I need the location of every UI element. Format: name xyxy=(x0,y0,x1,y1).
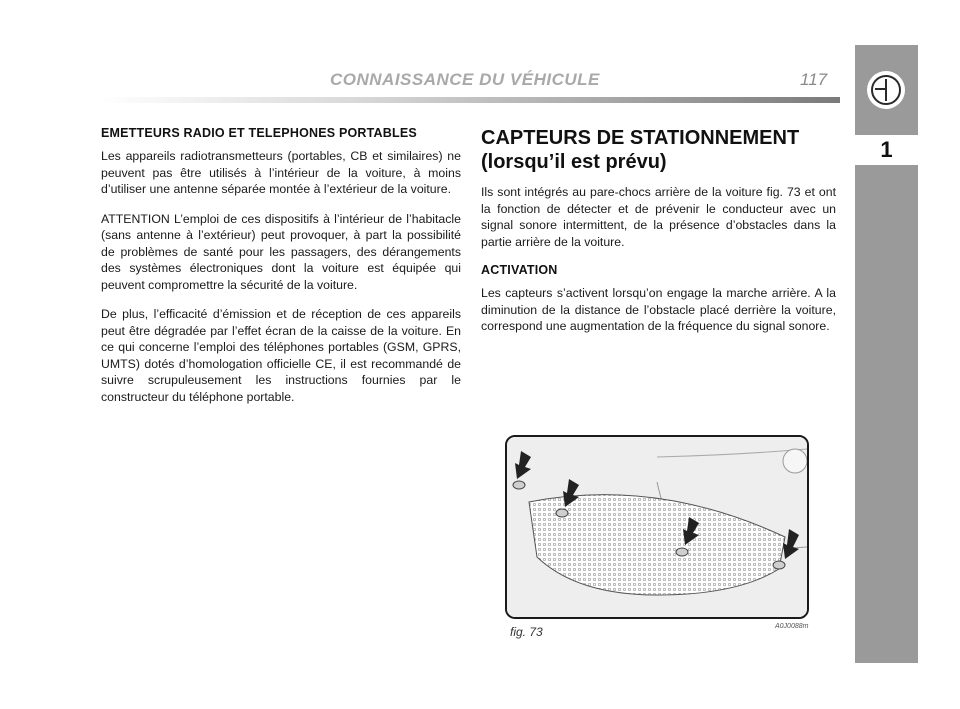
figure-code: A0J0088m xyxy=(775,623,809,630)
parking-sensors-heading xyxy=(481,126,836,174)
sensor-1 xyxy=(513,481,525,489)
sensor-3 xyxy=(676,548,688,556)
right-column xyxy=(481,126,836,348)
activation-paragraph: Les capteurs s’activent lorsqu’on engage la marche arrière. A la diminution de la distance de l’obstacle placé derrière la voiture, correspond une augmentation de la fréquence du signal sonore. xyxy=(481,286,836,333)
running-header-title: CONNAISSANCE DU VÉHICULE xyxy=(330,70,600,89)
chapter-number: 1 xyxy=(855,135,918,165)
bumper-illustration xyxy=(507,437,807,617)
sensor-2 xyxy=(556,509,568,517)
parking-sensors-heading-line2: (lorsqu’il est prévu) xyxy=(481,151,667,173)
parking-sensors-intro: Ils sont intégrés au pare-chocs arrière de la voiture fig. 73 et ont la fonction de détecter et de prévenir le conducteur avec un signal sonore intermittent, de la présence d’obstacles dans la partie arrière de la voiture. xyxy=(481,185,836,249)
page-number: 117 xyxy=(800,70,828,89)
sensor-4 xyxy=(773,561,785,569)
brand-logo-icon xyxy=(867,71,905,109)
figure-caption: fig. 73 xyxy=(510,625,543,639)
radio-section-heading: EMETTEURS RADIO ET TELEPHONES PORTABLES xyxy=(101,126,417,140)
bumper-sensors-figure xyxy=(505,435,809,619)
radio-paragraph-1: Les appareils radiotransmetteurs (portables, CB et similaires) ne peuvent pas être utilisés à l’intérieur de la voiture, à moins d’utiliser une antenne séparée montée à l’extérieur de la voiture. xyxy=(101,149,461,196)
light-circle xyxy=(783,449,807,473)
radio-paragraph-2: ATTENTION L’emploi de ces dispositifs à l’intérieur de l’habitacle (sans antenne à l’extérieur) peut provoquer, à part la possibilité de problèmes de santé pour les passagers, des dérangements des systèmes électroniques dont la voiture est équipée qui peuvent compromettre la sécurité de la voiture. xyxy=(101,211,461,292)
activation-heading: ACTIVATION xyxy=(481,263,558,277)
logo-emblem xyxy=(871,75,901,105)
parking-sensors-heading-line1: CAPTEURS DE STATIONNEMENT xyxy=(481,127,800,149)
radio-paragraph-3: De plus, l’efficacité d’émission et de réception de ces appareils peut être dégradée par l’effet écran de la caisse de la voiture. En ce qui concerne l’emploi des téléphones portables (GSM, GPRS, UMTS) dotés d’homologation officielle CE, il est recommandé de suivre scrupuleusement les instructions fournies par le constructeur du téléphone portable. xyxy=(101,307,461,404)
left-column xyxy=(101,126,461,418)
header-rule xyxy=(100,97,840,103)
